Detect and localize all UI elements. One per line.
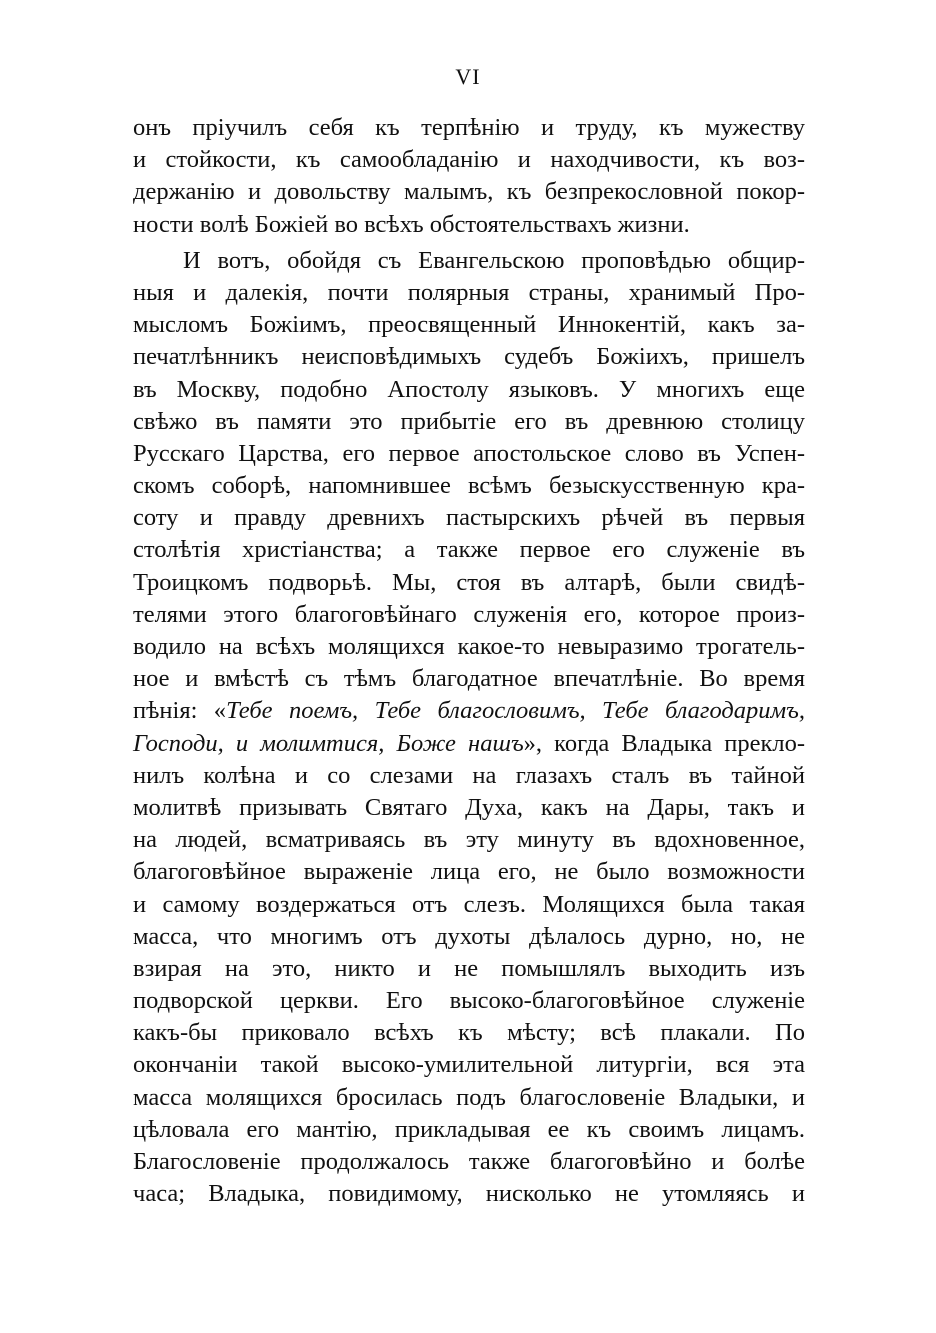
text-line: И вотъ, обойдя съ Евангельскою проповѣдью общир-	[183, 246, 805, 274]
text-line: ное и вмѣстѣ съ тѣмъ благодатное впечатлѣніе. Во время	[133, 665, 805, 693]
text-line: телями этого благоговѣйнаго служенія его, которое произ-	[133, 600, 805, 628]
text-line: въ Москву, подобно Апостолу языковъ. У многихъ еще	[133, 375, 805, 403]
text-line: цѣловала его мантію, прикладывая ее къ своимъ лицамъ.	[133, 1115, 805, 1143]
hymn-quote-italic: Тебе поемъ, Тебе благословимъ, Тебе благодаримъ,	[226, 697, 805, 725]
text-line: свѣжо въ памяти это прибытіе его въ древнюю столицу	[133, 407, 805, 435]
paragraph-2	[133, 245, 805, 1211]
page-number: VI	[455, 64, 481, 89]
text-line: Благословеніе продолжалось также благоговѣйно и болѣе	[133, 1148, 805, 1175]
text-line: онъ пріучилъ себя къ терпѣнію и труду, къ мужеству	[133, 114, 805, 141]
text-line: и самому воздержаться отъ слезъ. Молящихся была такая	[133, 890, 805, 918]
quote-line	[133, 695, 805, 727]
text-line: Русскаго Царства, его первое апостольское слово въ Успен-	[133, 439, 805, 467]
text-line: взирая на это, никто и не помышлялъ выходить изъ	[133, 954, 805, 982]
text-line: благоговѣйное выраженіе лица его, не было возможности	[133, 858, 805, 886]
text-line: печатлѣнникъ неисповѣдимыхъ судебъ Божіихъ, пришелъ	[133, 343, 805, 371]
text-line: и стойкости, къ самообладанію и находчивости, къ воз-	[133, 146, 805, 174]
text-line: масса, что многимъ отъ духоты дѣлалось дурно, но, не	[133, 922, 805, 950]
text-line: масса молящихся бросилась подъ благословеніе Владыки, и	[133, 1083, 805, 1111]
text-line: подворской церкви. Его высоко-благоговѣйное служеніе	[133, 987, 805, 1015]
paragraph-1	[133, 112, 805, 241]
text-line: какъ-бы приковало всѣхъ къ мѣсту; всѣ плакали. По	[133, 1019, 805, 1047]
text-line: водило на всѣхъ молящихся какое-то невыразимо трогатель-	[133, 633, 805, 660]
quote-line	[133, 728, 805, 760]
text-line: окончаніи такой высоко-умилительной литургіи, вся эта	[133, 1051, 805, 1079]
quote-suffix: », когда Владыка прекло-	[523, 729, 806, 757]
text-line: нилъ колѣна и со слезами на глазахъ сталъ въ тайной	[133, 761, 805, 789]
text-line: молитвѣ призывать Святаго Духа, какъ на Дары, такъ и	[133, 793, 805, 821]
text-line: столѣтія христіанства; а также первое его служеніе въ	[133, 536, 805, 564]
text-line: часа; Владыка, повидимому, нисколько не утомляясь и	[133, 1180, 805, 1208]
text-line: мысломъ Божіимъ, преосвященный Иннокентій, какъ за-	[133, 311, 805, 339]
text-line: скомъ соборѣ, напомнившее всѣмъ безыскусственную кра-	[133, 472, 805, 500]
body-text	[133, 112, 805, 1210]
text-line: ныя и далекія, почти полярныя страны, хранимый Про-	[133, 278, 805, 306]
text-line: ности волѣ Божіей во всѣхъ обстоятельствахъ жизни.	[133, 210, 690, 238]
text-line: Троицкомъ подворьѣ. Мы, стоя въ алтарѣ, были свидѣ-	[133, 568, 805, 596]
text-line: держанію и довольству малымъ, къ безпрекословной покор-	[133, 178, 805, 206]
text-line: соту и правду древнихъ пастырскихъ рѣчей въ первыя	[133, 504, 805, 532]
quote-prefix: пѣнія: «	[133, 697, 227, 725]
text-line: на людей, всматриваясь въ эту минуту въ вдохновенное,	[133, 826, 805, 854]
hymn-quote-italic: Господи, и молимтися, Боже нашъ	[133, 729, 524, 757]
